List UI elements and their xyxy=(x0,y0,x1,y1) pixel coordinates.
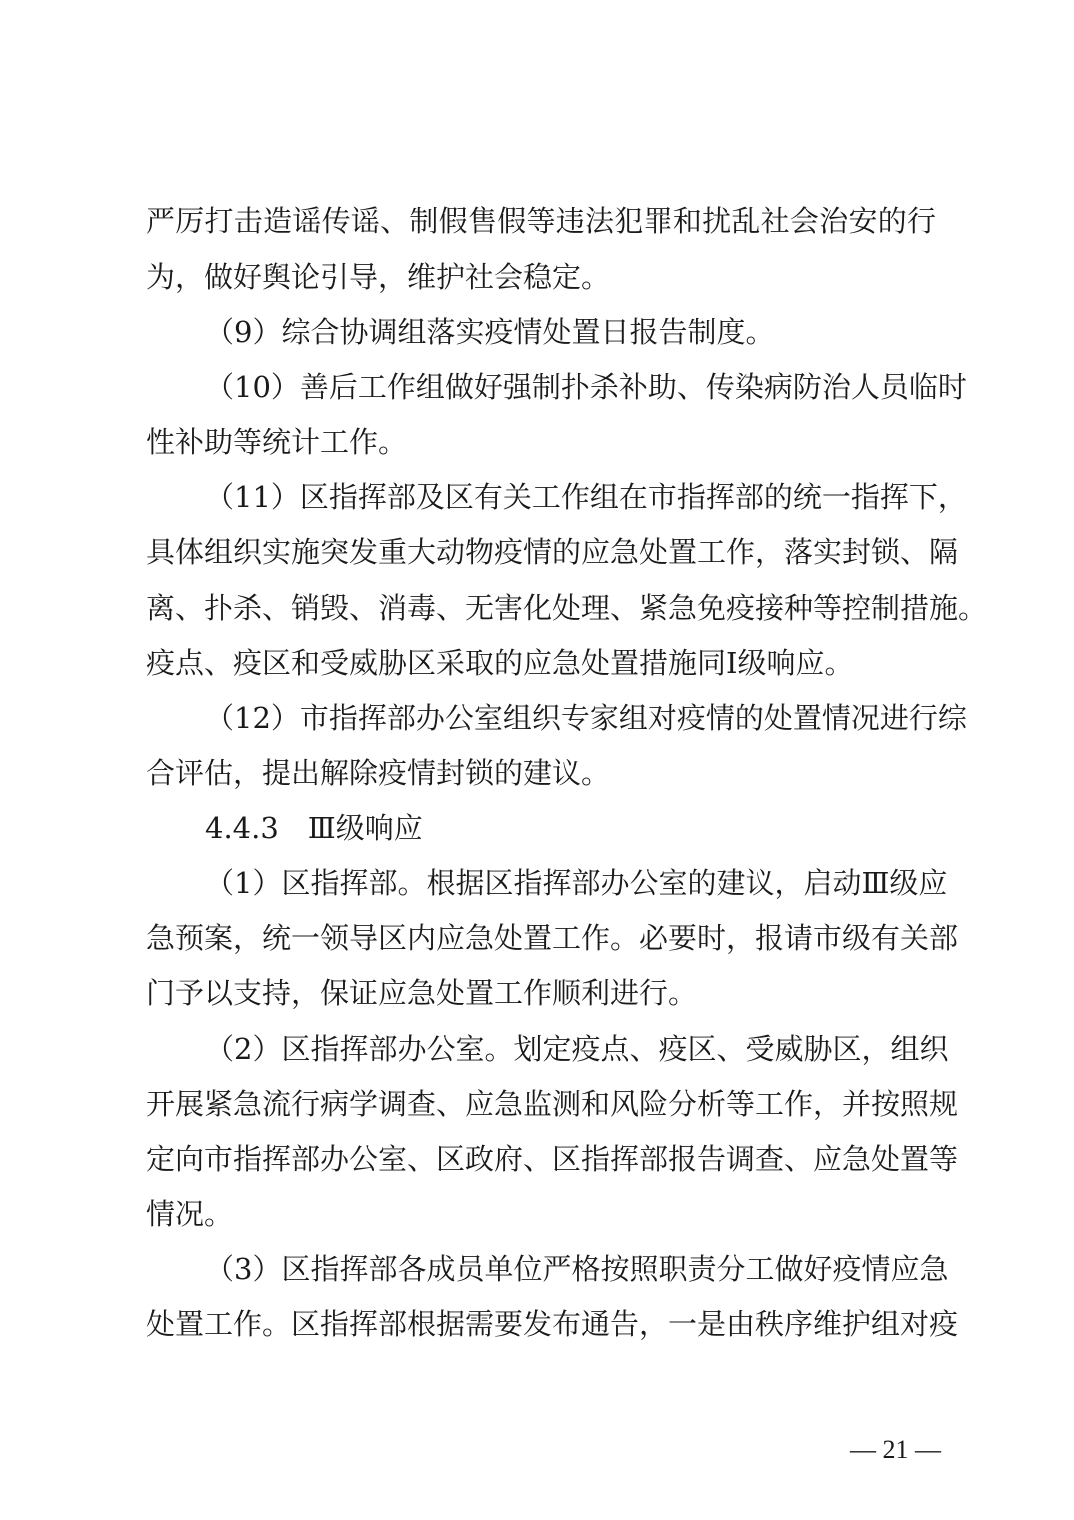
text-line-18: 定向市指挥部办公室、区政府、区指挥部报告调查、应急处置等 xyxy=(146,1142,959,1176)
text-line-9: 疫点、疫区和受威胁区采取的应急处置措施同Ⅰ级响应。 xyxy=(146,646,854,680)
text-line-21: 处置工作。区指挥部根据需要发布通告，一是由秩序维护组对疫 xyxy=(146,1307,959,1341)
section-heading: 4.4.3 Ⅲ级响应 xyxy=(205,811,423,845)
text-line-14: 急预案，统一领导区内应急处置工作。必要时，报请市级有关部 xyxy=(146,921,959,955)
text-line-6: （11）区指挥部及区有关工作组在市指挥部的统一指挥下， xyxy=(205,480,967,514)
text-line-15: 门予以支持，保证应急处置工作顺利进行。 xyxy=(146,976,698,1010)
text-line-16: （2）区指挥部办公室。划定疫点、疫区、受威胁区，组织 xyxy=(205,1032,949,1066)
text-line-1: 严厉打击造谣传谣、制假售假等违法犯罪和扰乱社会治安的行 xyxy=(146,204,936,238)
text-line-2: 为，做好舆论引导，维护社会稳定。 xyxy=(146,260,611,294)
text-line-5: 性补助等统计工作。 xyxy=(146,425,408,459)
text-line-10: （12）市指挥部办公室组织专家组对疫情的处置情况进行综 xyxy=(205,701,967,735)
page-number: — 21 — xyxy=(850,1435,941,1464)
text-line-13: （1）区指挥部。根据区指挥部办公室的建议，启动Ⅲ级应 xyxy=(205,866,948,900)
text-line-3: （9）综合协调组落实疫情处置日报告制度。 xyxy=(205,315,775,349)
text-line-7: 具体组织实施突发重大动物疫情的应急处置工作，落实封锁、隔 xyxy=(146,535,959,569)
text-line-19: 情况。 xyxy=(146,1197,234,1231)
text-line-17: 开展紧急流行病学调查、应急监测和风险分析等工作，并按照规 xyxy=(146,1087,959,1121)
text-line-4: （10）善后工作组做好强制扑杀补助、传染病防治人员临时 xyxy=(205,370,967,404)
text-line-20: （3）区指挥部各成员单位严格按照职责分工做好疫情应急 xyxy=(205,1252,949,1286)
text-line-11: 合评估，提出解除疫情封锁的建议。 xyxy=(146,756,611,790)
text-line-8: 离、扑杀、销毁、消毒、无害化处理、紧急免疫接种等控制措施。 xyxy=(146,591,988,625)
